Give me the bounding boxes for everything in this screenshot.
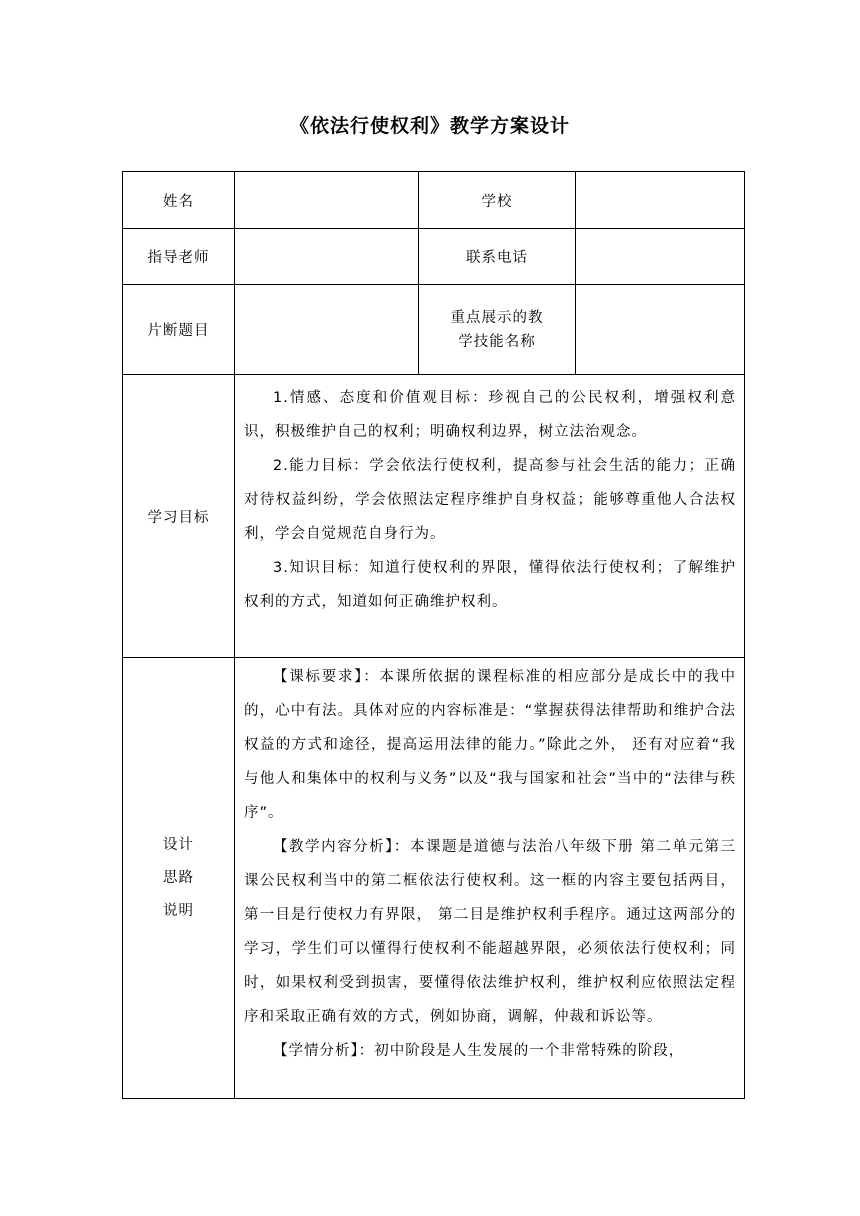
name-value-cell[interactable] — [235, 172, 419, 229]
design-content — [235, 658, 745, 1099]
teacher-value-cell[interactable] — [235, 229, 419, 285]
design-label-line2: 思路 — [163, 869, 194, 886]
teacher-label: 指导老师 — [123, 229, 235, 285]
design-label-line1: 设计 — [163, 836, 194, 853]
design-paragraph-curriculum: 【课标要求】：本课所依据的课程标准的相应部分是成长中的我中的，心中有法。具体对应的内容标准是：“掌握获得法律帮助和维护合法权益的方式和途径，提高运用法律的能力。”除此之外， 还有对应着“我与他人和集体中的权利与义务”以及“我与国家和社会”当中的“法律与秩序”。 — [244, 669, 736, 821]
objective-item-ability: 2.能力目标：学会依法行使权利，提高参与社会生活的能力；正确对待权益纠纷，学会依照法定程序维护自身权益；能够尊重他人合法权利，学会自觉规范自身行为。 — [244, 458, 736, 542]
lesson-plan-table — [122, 171, 745, 1099]
table-row-teacher — [123, 229, 745, 285]
objectives-content — [235, 375, 745, 658]
skill-label — [419, 285, 576, 375]
table-row-name — [123, 172, 745, 229]
topic-value-cell[interactable] — [235, 285, 419, 375]
design-paragraph-student-analysis: 【学情分析】：初中阶段是人生发展的一个非常特殊的阶段， — [273, 1043, 685, 1059]
objectives-label: 学习目标 — [123, 375, 235, 658]
design-label — [123, 658, 235, 1099]
name-label: 姓名 — [123, 172, 235, 229]
table-row-design — [123, 658, 745, 1099]
objective-item-knowledge: 3.知识目标：知道行使权利的界限，懂得依法行使权利；了解维护权利的方式，知道如何正确维护权利。 — [244, 560, 736, 610]
phone-label: 联系电话 — [419, 229, 576, 285]
document-title: 《依法行使权利》教学方案设计 — [289, 115, 570, 137]
topic-label: 片断题目 — [123, 285, 235, 375]
phone-value-cell[interactable] — [576, 229, 745, 285]
table-row-objectives — [123, 375, 745, 658]
design-content-inner — [235, 660, 744, 1097]
school-label: 学校 — [419, 172, 576, 229]
skill-label-line2: 学技能名称 — [458, 333, 536, 350]
design-paragraph-content-analysis: 【教学内容分析】：本课题是道德与法治八年级下册 第二单元第三课公民权利当中的第二框依法行使权利。这一框的内容主要包括两目，第一目是行使权力有界限， 第二目是维护权利手程序。通过这两部分的学习，学生们可以懂得行使权利不能超越界限，必须依法行使权利；同时，如果权利受到损害，要懂得依法维护权利，维护权利应依照法定程序和采取正确有效的方式，例如协商，调解，仲裁和诉讼等。 — [244, 839, 736, 1025]
objective-item-emotion: 1.情感、态度和价值观目标：珍视自己的公民权利，增强权利意识，积极维护自己的权利；明确权利边界，树立法治观念。 — [244, 390, 736, 440]
school-value-cell[interactable] — [576, 172, 745, 229]
design-label-line3: 说明 — [163, 902, 194, 919]
skill-value-cell[interactable] — [576, 285, 745, 375]
table-row-topic — [123, 285, 745, 375]
skill-label-line1: 重点展示的教 — [450, 309, 544, 326]
